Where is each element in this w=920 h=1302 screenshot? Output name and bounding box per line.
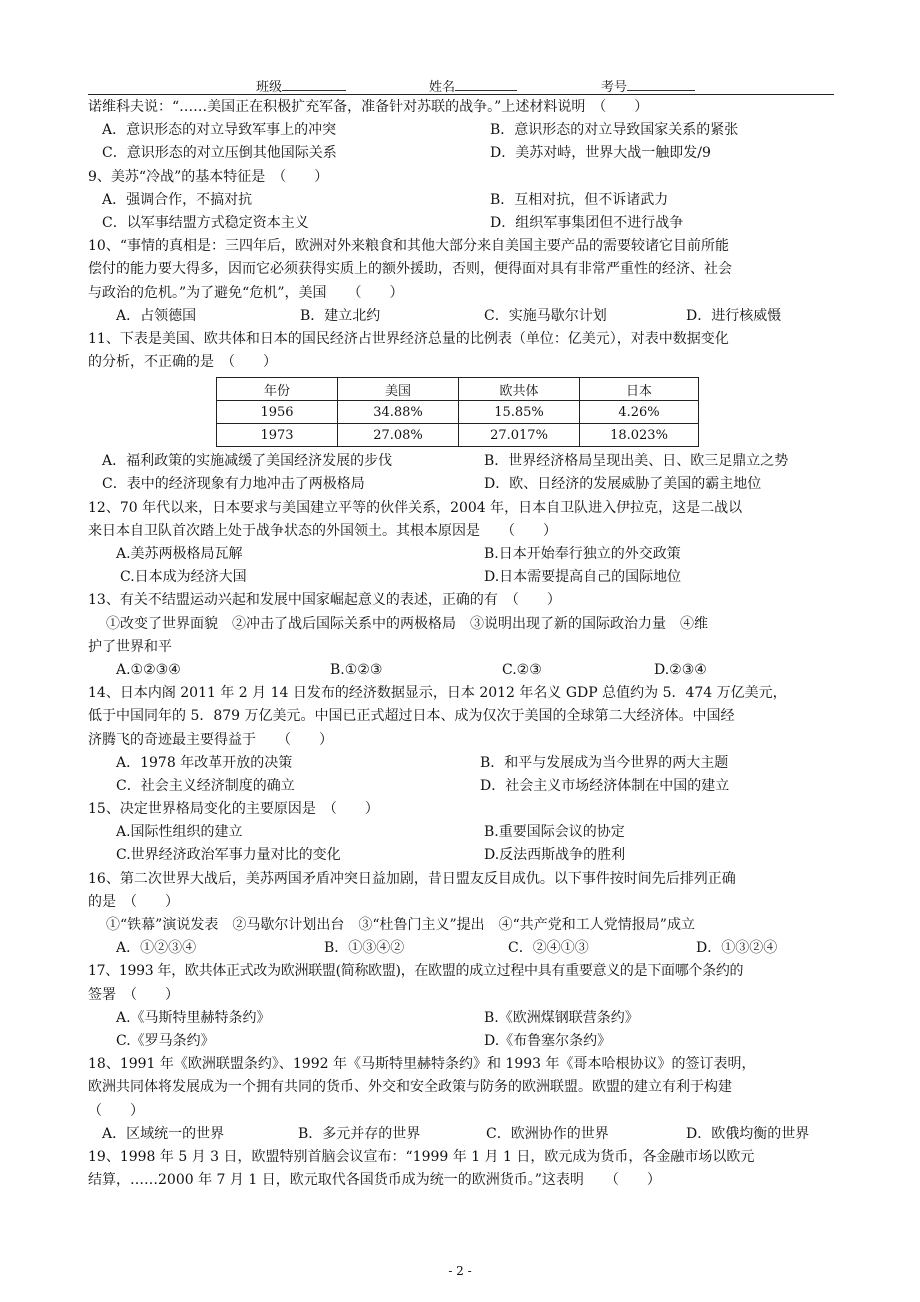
option-b: B．世界经济格局呈现出美、日、欧三足鼎立之势 — [484, 453, 789, 470]
options-row — [88, 119, 834, 142]
table-cell: 4.26% — [580, 401, 699, 424]
option-c: C．以军事结盟方式稳定资本主义 — [102, 214, 309, 231]
options-row — [88, 1030, 834, 1053]
table-cell: 15.85% — [459, 401, 580, 424]
option-a: A．福利政策的实施减缓了美国经济发展的步伐 — [102, 453, 393, 470]
option-b: B．和平与发展成为当今世界的两大主题 — [480, 754, 729, 771]
options-row — [88, 775, 834, 798]
question-10-stem-line2: 偿付的能力要大得多，因而它必须获得实质上的额外援助，否则，便得面对具有非常严重性的经济、社会 — [88, 261, 732, 278]
table-cell: 27.08% — [338, 424, 459, 447]
table-row — [217, 401, 699, 424]
economy-share-table — [216, 377, 699, 447]
option-c: C．表中的经济现象有力地冲击了两极格局 — [102, 476, 365, 493]
question-16-stem-line1: 16、第二次世界大战后，美苏两国矛盾冲突日益加剧，昔日盟友反目成仇。以下事件按时间先后排列正确 — [88, 870, 736, 887]
option-b: B．意识形态的对立导致国家关系的紧张 — [490, 122, 739, 139]
options-row — [88, 937, 834, 960]
page-number: - 2 - — [448, 1264, 472, 1278]
table-header-row — [217, 378, 699, 401]
class-blank[interactable] — [282, 77, 346, 91]
option-d: D.②③④ — [654, 661, 707, 678]
options-row — [88, 305, 834, 328]
question-10-stem-line3: 与政治的危机。”为了避免“危机”，美国 （ ） — [88, 284, 404, 301]
option-a: A．强调合作，不搞对抗 — [102, 191, 253, 208]
options-row — [88, 1123, 834, 1146]
question-12-stem-line2: 来日本自卫队首次踏上处于战争状态的外国领土。其根本原因是 （ ） — [88, 522, 557, 539]
table-row — [217, 424, 699, 447]
option-a: A.《马斯特里赫特条约》 — [116, 1009, 271, 1026]
question-14-stem-line2: 低于中国同年的 5．879 万亿美元。中国已正式超过日本、成为仅次于美国的全球第二大经济体。中国经 — [88, 708, 735, 725]
question-19-stem-line2: 结算，……2000 年 7 月 1 日，欧元取代各国货币成为统一的欧洲货币。”这表明 （ ） — [88, 1172, 661, 1189]
table-header-cell: 欧共体 — [459, 378, 580, 401]
question-9-stem: 9、美苏“冷战”的基本特征是 （ ） — [88, 168, 329, 185]
option-c: C.世界经济政治军事力量对比的变化 — [116, 847, 341, 864]
question-11-stem-line2: 的分析，不正确的是 （ ） — [88, 354, 277, 371]
table-header-cell: 美国 — [338, 378, 459, 401]
options-row — [88, 566, 834, 589]
option-d: D．组织军事集团但不进行战争 — [490, 214, 684, 231]
option-a: A．意识形态的对立导致军事上的冲突 — [102, 122, 337, 139]
option-c: C.②③ — [502, 661, 542, 678]
option-a: A．区域统一的世界 — [102, 1125, 225, 1142]
option-d: D.《布鲁塞尔条约》 — [484, 1032, 612, 1049]
options-row — [88, 543, 834, 566]
option-d: D.日本需要提高自己的国际地位 — [484, 569, 682, 586]
table-header-cell: 年份 — [217, 378, 338, 401]
question-10-stem-line1: 10、“事情的真相是：三四年后，欧洲对外来粮食和其他大部分来自美国主要产品的需要较诸它目前所能 — [88, 238, 729, 255]
question-17-stem-line1: 17、1993 年，欧共体正式改为欧洲联盟(简称欧盟)，在欧盟的成立过程中具有重要意义的是下面哪个条约的 — [88, 963, 744, 980]
option-b: B．多元并存的世界 — [298, 1125, 421, 1142]
options-row — [88, 821, 834, 844]
question-13-statements: ①改变了世界面貌 ②冲击了战后国际关系中的两极格局 ③说明出现了新的国际政治力量 ④维 — [106, 615, 708, 632]
option-d: D．欧俄均衡的世界 — [686, 1125, 810, 1142]
options-row — [88, 212, 834, 235]
page-header — [88, 74, 834, 95]
options-row — [88, 450, 834, 473]
option-d: D．①③②④ — [696, 940, 778, 957]
exam-number-blank[interactable] — [627, 77, 695, 91]
option-a: A．占领德国 — [116, 307, 197, 324]
table-cell: 27.017% — [459, 424, 580, 447]
options-row — [88, 844, 834, 867]
option-c: C.《罗马条约》 — [116, 1032, 215, 1049]
option-b: B.重要国际会议的协定 — [484, 824, 625, 841]
question-18-stem-line2: 欧洲共同体将发展成为一个拥有共同的货币、外交和安全政策与防务的欧洲联盟。欧盟的建立有利于构建 — [88, 1079, 732, 1096]
options-row — [88, 1007, 834, 1030]
options-row — [88, 473, 834, 496]
question-16-events: ①“铁幕”演说发表 ②马歇尔计划出台 ③“杜鲁门主义”提出 ④“共产党和工人党情报局”成立 — [106, 917, 695, 933]
option-c: C．意识形态的对立压倒其他国际关系 — [102, 145, 337, 162]
question-14-stem-line3: 济腾飞的奇迹最主要得益于 （ ） — [88, 731, 333, 748]
option-c: C．实施马歇尔计划 — [484, 307, 607, 324]
option-a: A．①②③④ — [116, 940, 197, 957]
option-d: D．美苏对峙，世界大战一触即发/9 — [490, 145, 711, 162]
option-a: A.美苏两极格局瓦解 — [116, 546, 243, 562]
question-11-stem-line1: 11、下表是美国、欧共体和日本的国民经济占世界经济总量的比例表（单位：亿美元），对表中数据变化 — [88, 330, 729, 347]
table-container — [88, 374, 834, 450]
option-b: B.①②③ — [330, 661, 383, 678]
option-a: A.国际性组织的建立 — [116, 824, 243, 841]
question-14-stem-line1: 14、日本内阁 2011 年 2 月 14 日发布的经济数据显示，日本 2012 年名义 GDP 总值约为 5．474 万亿美元， — [88, 685, 787, 702]
question-8-stem: 诺维科夫说：“……美国正在积极扩充军备，准备针对苏联的战争。”上述材料说明 （ ） — [88, 99, 649, 115]
name-field: 姓名 — [429, 76, 517, 95]
option-c: C．欧洲协作的世界 — [486, 1125, 609, 1142]
table-cell: 1956 — [217, 401, 338, 424]
table-header-cell: 日本 — [580, 378, 699, 401]
option-b: B.日本开始奉行独立的外交政策 — [484, 546, 681, 562]
question-18-stem-line1: 18、1991 年《欧洲联盟条约》、1992 年《马斯特里赫特条约》和 1993 年《哥本哈根协议》的签订表明， — [88, 1056, 756, 1073]
table-cell: 18.023% — [580, 424, 699, 447]
question-19-stem-line1: 19、1998 年 5 月 3 日，欧盟特别首脑会议宣布：“1999 年 1 月 1 日，欧元成为货币，各金融市场以欧元 — [88, 1148, 755, 1165]
options-row — [88, 189, 834, 212]
options-row — [88, 142, 834, 165]
option-d: D．欧、日经济的发展威胁了美国的霸主地位 — [484, 476, 762, 493]
question-12-stem-line1: 12、70 年代以来，日本要求与美国建立平等的伙伴关系，2004 年，日本自卫队进入伊拉克，这是二战以 — [88, 499, 743, 516]
option-a: A.①②③④ — [116, 661, 181, 678]
option-a: A．1978 年改革开放的决策 — [116, 754, 293, 771]
option-b: B．建立北约 — [300, 307, 381, 324]
question-content — [88, 96, 834, 1192]
class-field: 班级 — [256, 76, 346, 95]
option-c: C.日本成为经济大国 — [120, 569, 247, 586]
options-row — [88, 752, 834, 775]
question-16-stem-line2: 的是 （ ） — [88, 893, 179, 910]
question-17-stem-line2: 签署 （ ） — [88, 986, 179, 1003]
question-15-stem: 15、决定世界格局变化的主要原因是 （ ） — [88, 801, 379, 818]
name-blank[interactable] — [455, 77, 517, 91]
option-b: B.《欧洲煤钢联营条约》 — [484, 1009, 639, 1026]
options-row — [88, 659, 834, 682]
option-b: B．互相对抗，但不诉诸武力 — [490, 191, 669, 208]
exam-number-field: 考号 — [601, 76, 695, 95]
question-13-statements-cont: 护了世界和平 — [88, 638, 172, 655]
table-cell: 34.88% — [338, 401, 459, 424]
option-d: D．社会主义市场经济体制在中国的建立 — [480, 777, 730, 794]
option-c: C．社会主义经济制度的确立 — [116, 777, 295, 794]
option-d: D.反法西斯战争的胜利 — [484, 847, 626, 864]
option-d: D．进行核威慑 — [686, 307, 782, 324]
question-18-stem-line3: （ ） — [88, 1102, 144, 1119]
option-b: B．①③④② — [324, 940, 405, 957]
question-13-stem: 13、有关不结盟运动兴起和发展中国家崛起意义的表述，正确的有 （ ） — [88, 592, 561, 609]
option-c: C．②④①③ — [508, 940, 589, 957]
table-cell: 1973 — [217, 424, 338, 447]
